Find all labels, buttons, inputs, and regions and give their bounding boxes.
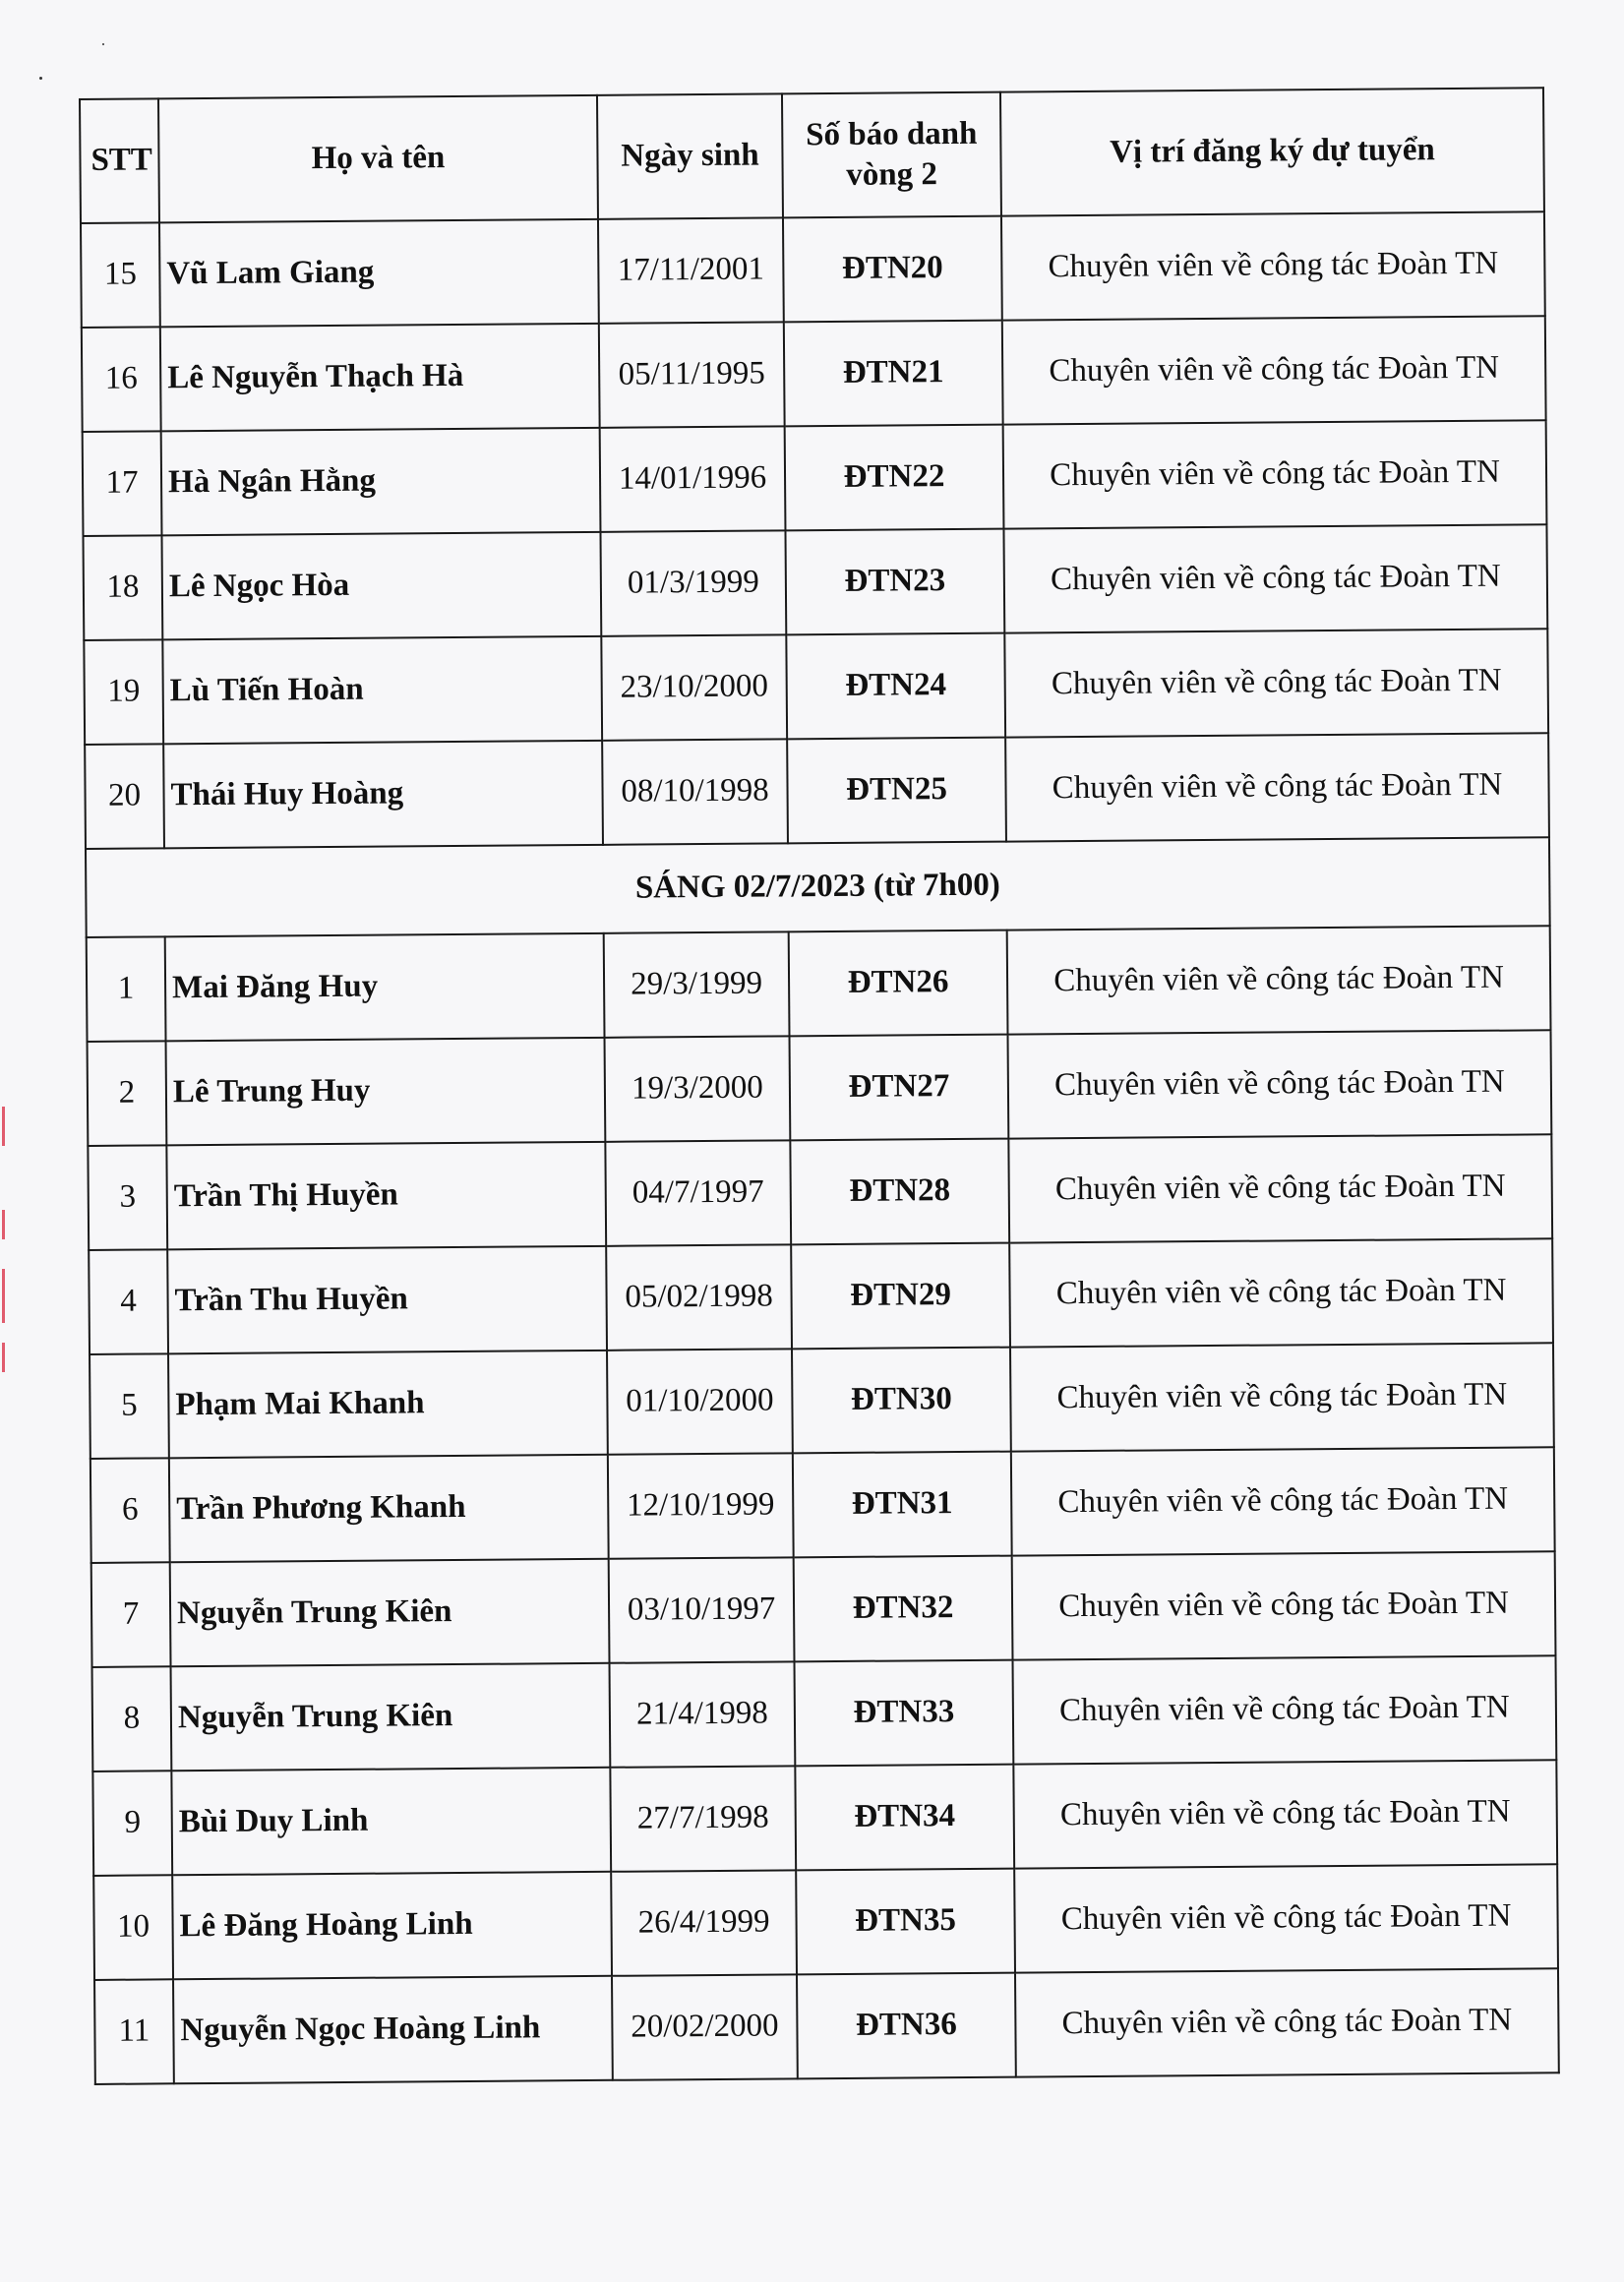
cell-exam-number: ĐTN32 — [794, 1556, 1013, 1662]
table-row — [83, 524, 1547, 640]
cell-stt: 3 — [88, 1145, 167, 1250]
cell-position: Chuyên viên về công tác Đoàn TN — [1009, 1238, 1553, 1347]
cell-stt: 15 — [81, 222, 160, 328]
cell-name: Phạm Mai Khanh — [168, 1351, 608, 1458]
cell-name: Lê Trung Huy — [166, 1038, 606, 1145]
cell-name: Trần Thị Huyền — [166, 1142, 606, 1249]
cell-dob: 29/3/1999 — [604, 931, 790, 1037]
table-row — [81, 211, 1545, 328]
cell-exam-number: ĐTN31 — [793, 1452, 1012, 1558]
cell-dob: 01/3/1999 — [600, 530, 786, 635]
table-row — [88, 1134, 1552, 1250]
cell-exam-number: ĐTN21 — [784, 321, 1003, 427]
header-row — [80, 88, 1544, 223]
cell-stt: 4 — [89, 1249, 168, 1354]
header-dob: Ngày sinh — [597, 93, 783, 218]
red-stamp-fragment — [2, 1210, 27, 1239]
cell-name: Trần Thu Huyền — [167, 1246, 607, 1353]
cell-position: Chuyên viên về công tác Đoàn TN — [1001, 211, 1545, 320]
table-row — [93, 1864, 1558, 1980]
table-row — [89, 1238, 1553, 1354]
cell-exam-number: ĐTN29 — [791, 1243, 1010, 1350]
header-exam-number-line2: vòng 2 — [846, 156, 938, 193]
session-label: SÁNG 02/7/2023 (từ 7h00) — [86, 837, 1550, 937]
cell-stt: 7 — [91, 1562, 171, 1667]
cell-dob: 08/10/1998 — [602, 739, 788, 844]
cell-stt: 5 — [90, 1353, 169, 1459]
cell-exam-number: ĐTN27 — [790, 1035, 1009, 1141]
cell-position: Chuyên viên về công tác Đoàn TN — [1005, 733, 1549, 841]
cell-name: Trần Phương Khanh — [169, 1455, 609, 1562]
scan-speck — [39, 77, 42, 80]
table-row — [94, 1968, 1559, 2084]
cell-name: Nguyễn Ngọc Hoàng Linh — [173, 1976, 613, 2083]
header-name: Họ và tên — [158, 95, 598, 222]
cell-exam-number: ĐTN33 — [795, 1660, 1014, 1767]
cell-dob: 23/10/2000 — [601, 634, 787, 740]
cell-position: Chuyên viên về công tác Đoàn TN — [1014, 1864, 1558, 1972]
cell-exam-number: ĐTN26 — [789, 931, 1008, 1037]
red-stamp-fragment — [2, 1269, 27, 1323]
cell-exam-number: ĐTN34 — [795, 1765, 1014, 1871]
cell-stt: 2 — [88, 1041, 167, 1146]
cell-name: Hà Ngân Hằng — [161, 428, 601, 535]
table-row — [92, 1655, 1557, 1772]
header-stt: STT — [80, 98, 159, 223]
cell-stt: 6 — [90, 1458, 170, 1563]
cell-exam-number: ĐTN20 — [783, 216, 1002, 323]
cell-dob: 21/4/1998 — [610, 1661, 796, 1767]
cell-name: Lê Đăng Hoàng Linh — [172, 1872, 612, 1979]
cell-stt: 10 — [93, 1875, 173, 1980]
cell-position: Chuyên viên về công tác Đoàn TN — [1003, 524, 1547, 632]
cell-name: Nguyễn Trung Kiên — [170, 1559, 610, 1666]
candidate-roster-table — [79, 87, 1560, 2085]
cell-name: Bùi Duy Linh — [171, 1768, 611, 1875]
cell-exam-number: ĐTN25 — [787, 738, 1006, 844]
table-row — [82, 316, 1546, 432]
cell-exam-number: ĐTN23 — [785, 529, 1004, 635]
header-exam-number-line1: Số báo danh — [806, 115, 978, 152]
cell-stt: 11 — [94, 1979, 174, 2084]
cell-position: Chuyên viên về công tác Đoàn TN — [1012, 1655, 1556, 1764]
cell-dob: 04/7/1997 — [605, 1140, 791, 1245]
cell-name: Mai Đăng Huy — [165, 933, 605, 1041]
table-row — [88, 1030, 1552, 1146]
table-row — [92, 1760, 1557, 1876]
cell-dob: 01/10/2000 — [607, 1349, 793, 1454]
table-row — [87, 926, 1551, 1042]
cell-position: Chuyên viên về công tác Đoàn TN — [1011, 1447, 1555, 1555]
cell-name: Vũ Lam Giang — [159, 219, 599, 327]
cell-dob: 17/11/2001 — [598, 217, 784, 323]
header-position: Vị trí đăng ký dự tuyển — [1000, 88, 1544, 215]
scan-speck — [102, 43, 104, 45]
cell-dob: 03/10/1997 — [609, 1557, 795, 1662]
cell-position: Chuyên viên về công tác Đoàn TN — [1015, 1968, 1559, 2076]
cell-position: Chuyên viên về công tác Đoàn TN — [1008, 1030, 1552, 1138]
table-row — [84, 629, 1548, 745]
cell-position: Chuyên viên về công tác Đoàn TN — [1003, 420, 1547, 528]
cell-position: Chuyên viên về công tác Đoàn TN — [1012, 1551, 1556, 1659]
cell-dob: 26/4/1999 — [611, 1870, 797, 1975]
cell-name: Thái Huy Hoàng — [163, 741, 603, 848]
cell-exam-number: ĐTN24 — [786, 633, 1005, 740]
cell-dob: 14/01/1996 — [600, 426, 786, 531]
header-exam-number — [782, 92, 1001, 218]
cell-stt: 18 — [83, 535, 162, 640]
cell-exam-number: ĐTN22 — [785, 425, 1004, 531]
cell-dob: 19/3/2000 — [605, 1036, 791, 1141]
cell-stt: 8 — [92, 1666, 172, 1772]
session-header-row — [86, 837, 1550, 937]
cell-name: Lê Nguyễn Thạch Hà — [160, 324, 600, 431]
cell-name: Nguyễn Trung Kiên — [171, 1663, 611, 1771]
cell-exam-number: ĐTN30 — [792, 1348, 1011, 1454]
red-stamp-fragment — [2, 1343, 27, 1372]
cell-dob: 05/02/1998 — [606, 1244, 792, 1350]
cell-position: Chuyên viên về công tác Đoàn TN — [1008, 1134, 1552, 1242]
cell-exam-number: ĐTN36 — [797, 1973, 1016, 2079]
table-row — [83, 420, 1547, 536]
cell-stt: 9 — [92, 1771, 172, 1876]
cell-position: Chuyên viên về công tác Đoàn TN — [1010, 1343, 1554, 1451]
cell-exam-number: ĐTN28 — [790, 1139, 1009, 1245]
table-row — [90, 1343, 1554, 1459]
cell-stt: 19 — [84, 639, 163, 745]
cell-dob: 20/02/2000 — [612, 1974, 798, 2079]
cell-name: Lù Tiến Hoàn — [162, 636, 602, 744]
cell-dob: 05/11/1995 — [599, 322, 785, 427]
cell-position: Chuyên viên về công tác Đoàn TN — [1004, 629, 1548, 737]
cell-stt: 17 — [83, 431, 162, 536]
cell-dob: 12/10/1999 — [608, 1453, 794, 1558]
cell-stt: 1 — [87, 936, 166, 1042]
cell-stt: 20 — [85, 744, 164, 849]
cell-stt: 16 — [82, 327, 161, 432]
table-row — [85, 733, 1549, 849]
cell-name: Lê Ngọc Hòa — [161, 532, 601, 639]
red-stamp-fragment — [2, 1107, 27, 1146]
cell-exam-number: ĐTN35 — [796, 1869, 1015, 1975]
cell-position: Chuyên viên về công tác Đoàn TN — [1007, 926, 1551, 1034]
table-row — [91, 1551, 1556, 1667]
cell-dob: 27/7/1998 — [610, 1766, 796, 1871]
table-row — [90, 1447, 1555, 1563]
cell-position: Chuyên viên về công tác Đoàn TN — [1013, 1760, 1557, 1868]
cell-position: Chuyên viên về công tác Đoàn TN — [1002, 316, 1546, 424]
